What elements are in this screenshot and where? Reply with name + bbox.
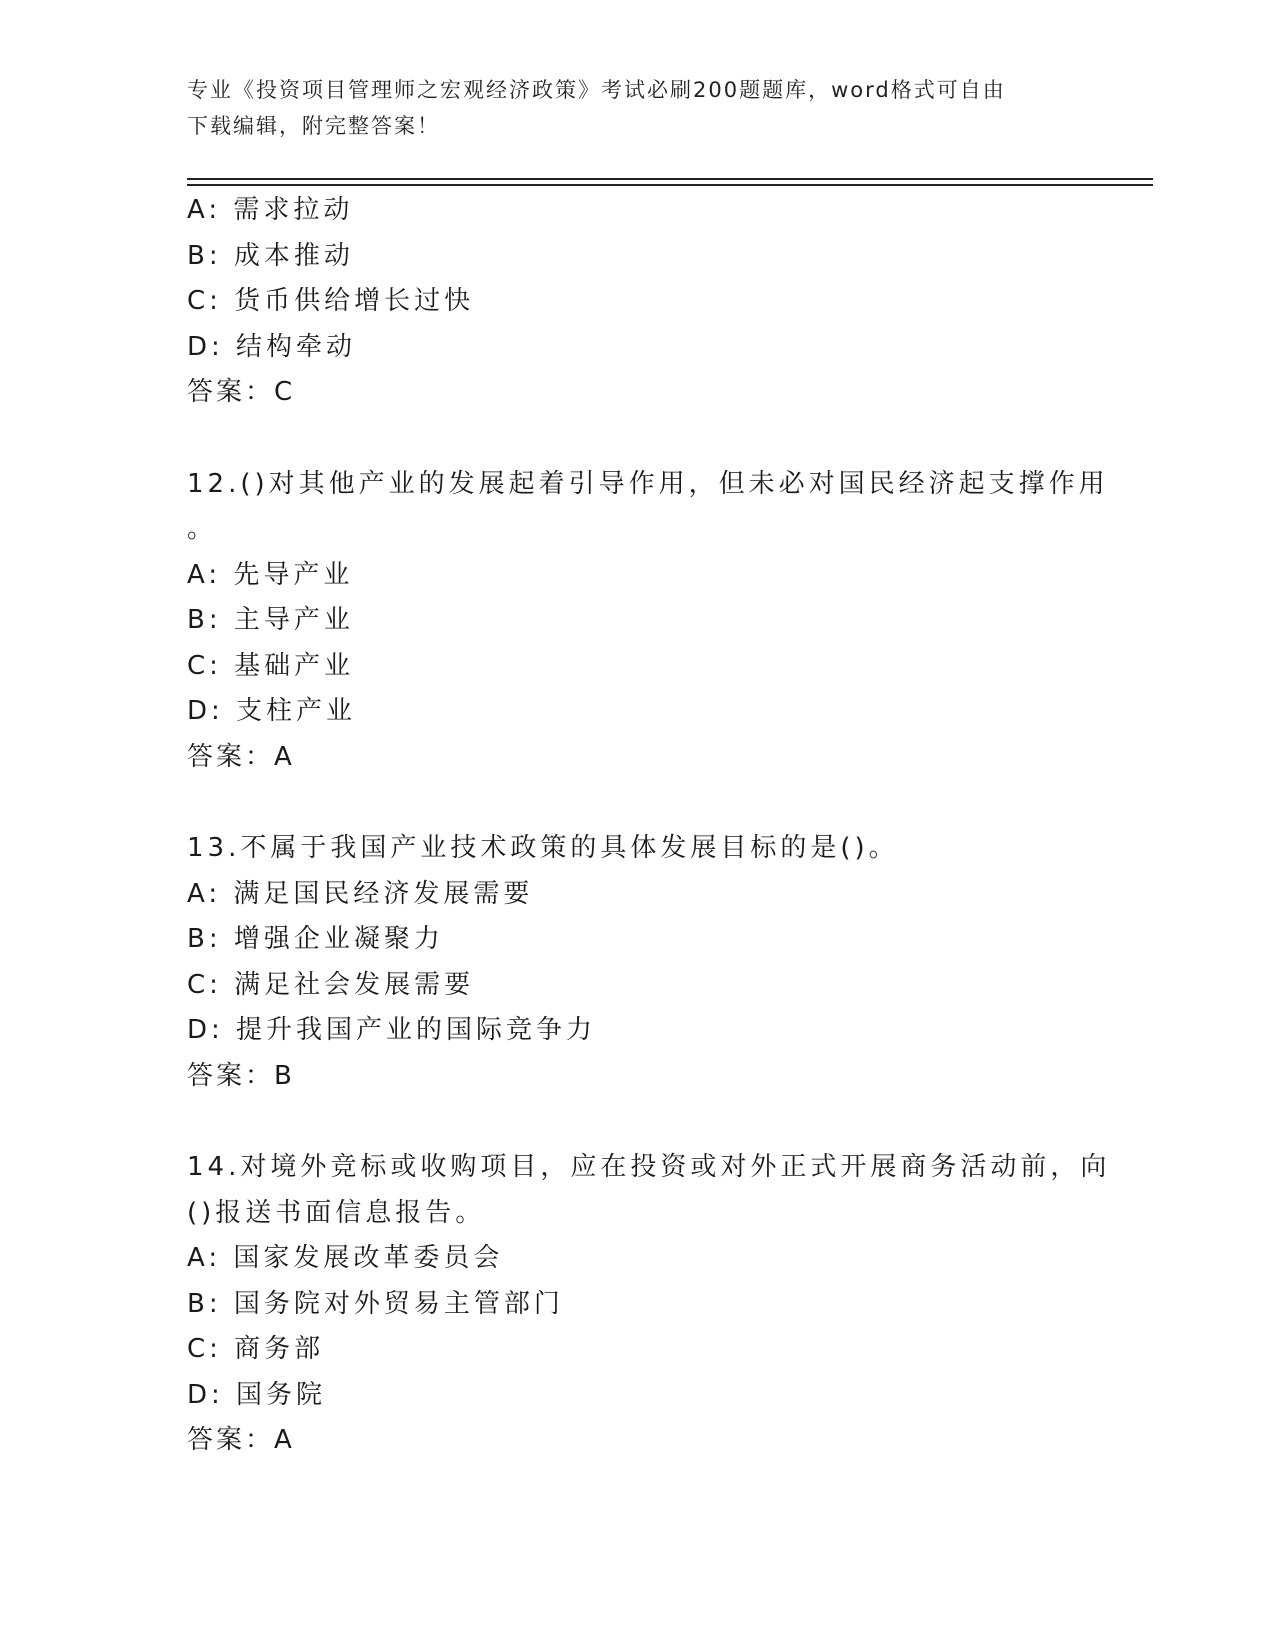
- option-a: A: 国家发展改革委员会: [187, 1243, 504, 1273]
- option-d: D: 提升我国产业的国际竞争力: [187, 1015, 597, 1045]
- option-c: C: 基础产业: [187, 650, 355, 681]
- question-stem: [187, 826, 1072, 872]
- option-a: A: 需求拉动: [187, 195, 354, 225]
- option-a: A: 先导产业: [187, 559, 354, 590]
- option-c: C: 货币供给增长过快: [187, 286, 475, 316]
- option-b: B: 成本推动: [187, 240, 354, 271]
- question-list: [187, 188, 1111, 1464]
- option-d: D: 国务院: [187, 1379, 327, 1410]
- option-b: B: 主导产业: [187, 605, 354, 635]
- question-11: [187, 188, 1087, 416]
- option-a: A: 满足国民经济发展需要: [187, 878, 534, 909]
- option-d: D: 支柱产业: [187, 696, 357, 726]
- header-divider-top: [187, 178, 1153, 180]
- spacer: [187, 416, 1087, 462]
- option-b: B: 国务院对外贸易主管部门: [187, 1288, 564, 1319]
- header-note-line-1: 专业《投资项目管理师之宏观经济政策》考试必刷200题题库，word格式可自由: [187, 78, 1006, 102]
- spacer: [187, 780, 1087, 826]
- option-c: C: 商务部: [187, 1334, 325, 1364]
- question-stem: [187, 462, 1109, 553]
- document-header-note: [187, 72, 1087, 144]
- question-stem-line: 。: [187, 514, 218, 544]
- question-13: [187, 826, 1087, 1099]
- question-stem: [187, 1145, 1111, 1236]
- question-14: [187, 1145, 1111, 1464]
- answer: 答案：A: [187, 741, 295, 772]
- question-12: [187, 462, 1109, 781]
- question-stem-line: 12.()对其他产业的发展起着引导作用，但未必对国民经济起支撑作用: [187, 468, 1109, 499]
- question-stem-line: 13.不属于我国产业技术政策的具体发展目标的是()。: [187, 833, 899, 863]
- answer: 答案：C: [187, 377, 296, 407]
- question-stem-line: 14.对境外竞标或收购项目，应在投资或对外正式开展商务活动前，向: [187, 1152, 1111, 1182]
- header-divider-bottom: [187, 184, 1153, 186]
- header-note-line-2: 下载编辑，附完整答案！: [187, 114, 440, 138]
- question-stem-line: ()报送书面信息报告。: [187, 1197, 486, 1228]
- option-d: D: 结构牵动: [187, 331, 357, 362]
- answer: 答案：B: [187, 1060, 295, 1091]
- option-b: B: 增强企业凝聚力: [187, 924, 444, 954]
- answer: 答案：A: [187, 1425, 295, 1455]
- spacer: [187, 1099, 1087, 1145]
- option-c: C: 满足社会发展需要: [187, 969, 475, 1000]
